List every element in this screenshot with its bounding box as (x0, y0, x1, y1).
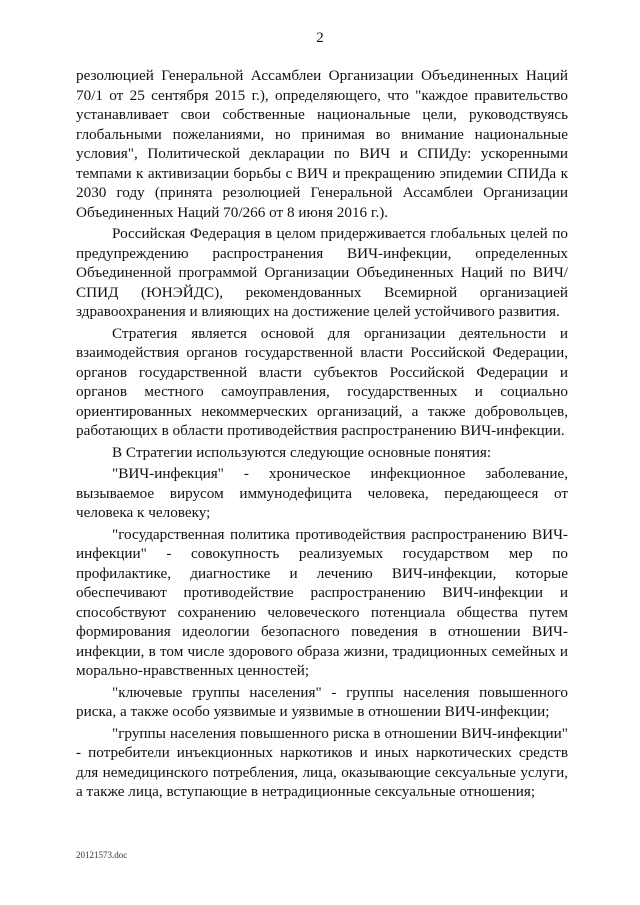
definition-key-populations: "ключевые группы населения" - группы населения повышенного риска, а также особо уязвимые и уязвимые в отношении ВИЧ-инфекции; (76, 683, 568, 720)
definition-state-policy: "государственная политика противодействия распространению ВИЧ-инфекции" - совокупность реализуемых государством мер по профилактике, диагностике и лечению ВИЧ-инфекции, которые обеспечивают противодействие распространению ВИЧ-инфекции и способствуют сохранению человеческого потенциала общества путем формирования идеологии безопасного поведения в отношении ВИЧ-инфекции, в том числе здорового образа жизни, традиционных семейных и морально-нравственных ценностей; (76, 525, 568, 679)
document-body (76, 66, 568, 802)
paragraph-concepts-intro: В Стратегии используются следующие основные понятия: (112, 443, 492, 461)
document-footer-filename: 20121573.doc (76, 850, 128, 860)
definition-hiv-infection: "ВИЧ-инфекция" - хроническое инфекционное заболевание, вызываемое вирусом иммунодефицита человека, передающееся от человека к человеку; (76, 465, 568, 521)
paragraph-resolution-continuation: резолюцией Генеральной Ассамблеи Организации Объединенных Наций 70/1 от 25 сентября 2015 г.), определяющего, что "каждое правительство устанавливает свои собственные национальные цели, руководствуясь глобальными пожеланиями, но принимая во внимание национальные условия", Политической декларации по ВИЧ и СПИДу: ускоренными темпами к активизации борьбы с ВИЧ и прекращению эпидемии СПИДа к 2030 году (принята резолюцией Генеральной Ассамблеи Организации Объединенных Наций 70/266 от 8 июня 2016 г.). (76, 67, 568, 221)
paragraph-global-goals: Российская Федерация в целом придерживается глобальных целей по предупреждению распространения ВИЧ-инфекции, определенных Объединенной программой Организации Объединенных Наций по ВИЧ/СПИД (ЮНЭЙДС), рекомендованных Всемирной организацией здравоохранения и влияющих на достижение целей устойчивого развития. (76, 225, 568, 320)
definition-high-risk-groups: "группы населения повышенного риска в отношении ВИЧ-инфекции" - потребители инъекционных наркотиков и иных наркотических средств для немедицинского потребления, лица, оказывающие сексуальные услуги, а также лица, вступающие в нетрадиционные сексуальные отношения; (76, 724, 568, 800)
page-number: 2 (316, 30, 324, 46)
paragraph-strategy-basis: Стратегия является основой для организации деятельности и взаимодействия органов государственной власти Российской Федерации, органов государственной власти субъектов Российской Федерации и органов местного самоуправления, государственных и социально ориентированных некоммерческих организаций, а также добровольцев, работающих в области противодействия распространению ВИЧ-инфекции. (76, 324, 568, 439)
